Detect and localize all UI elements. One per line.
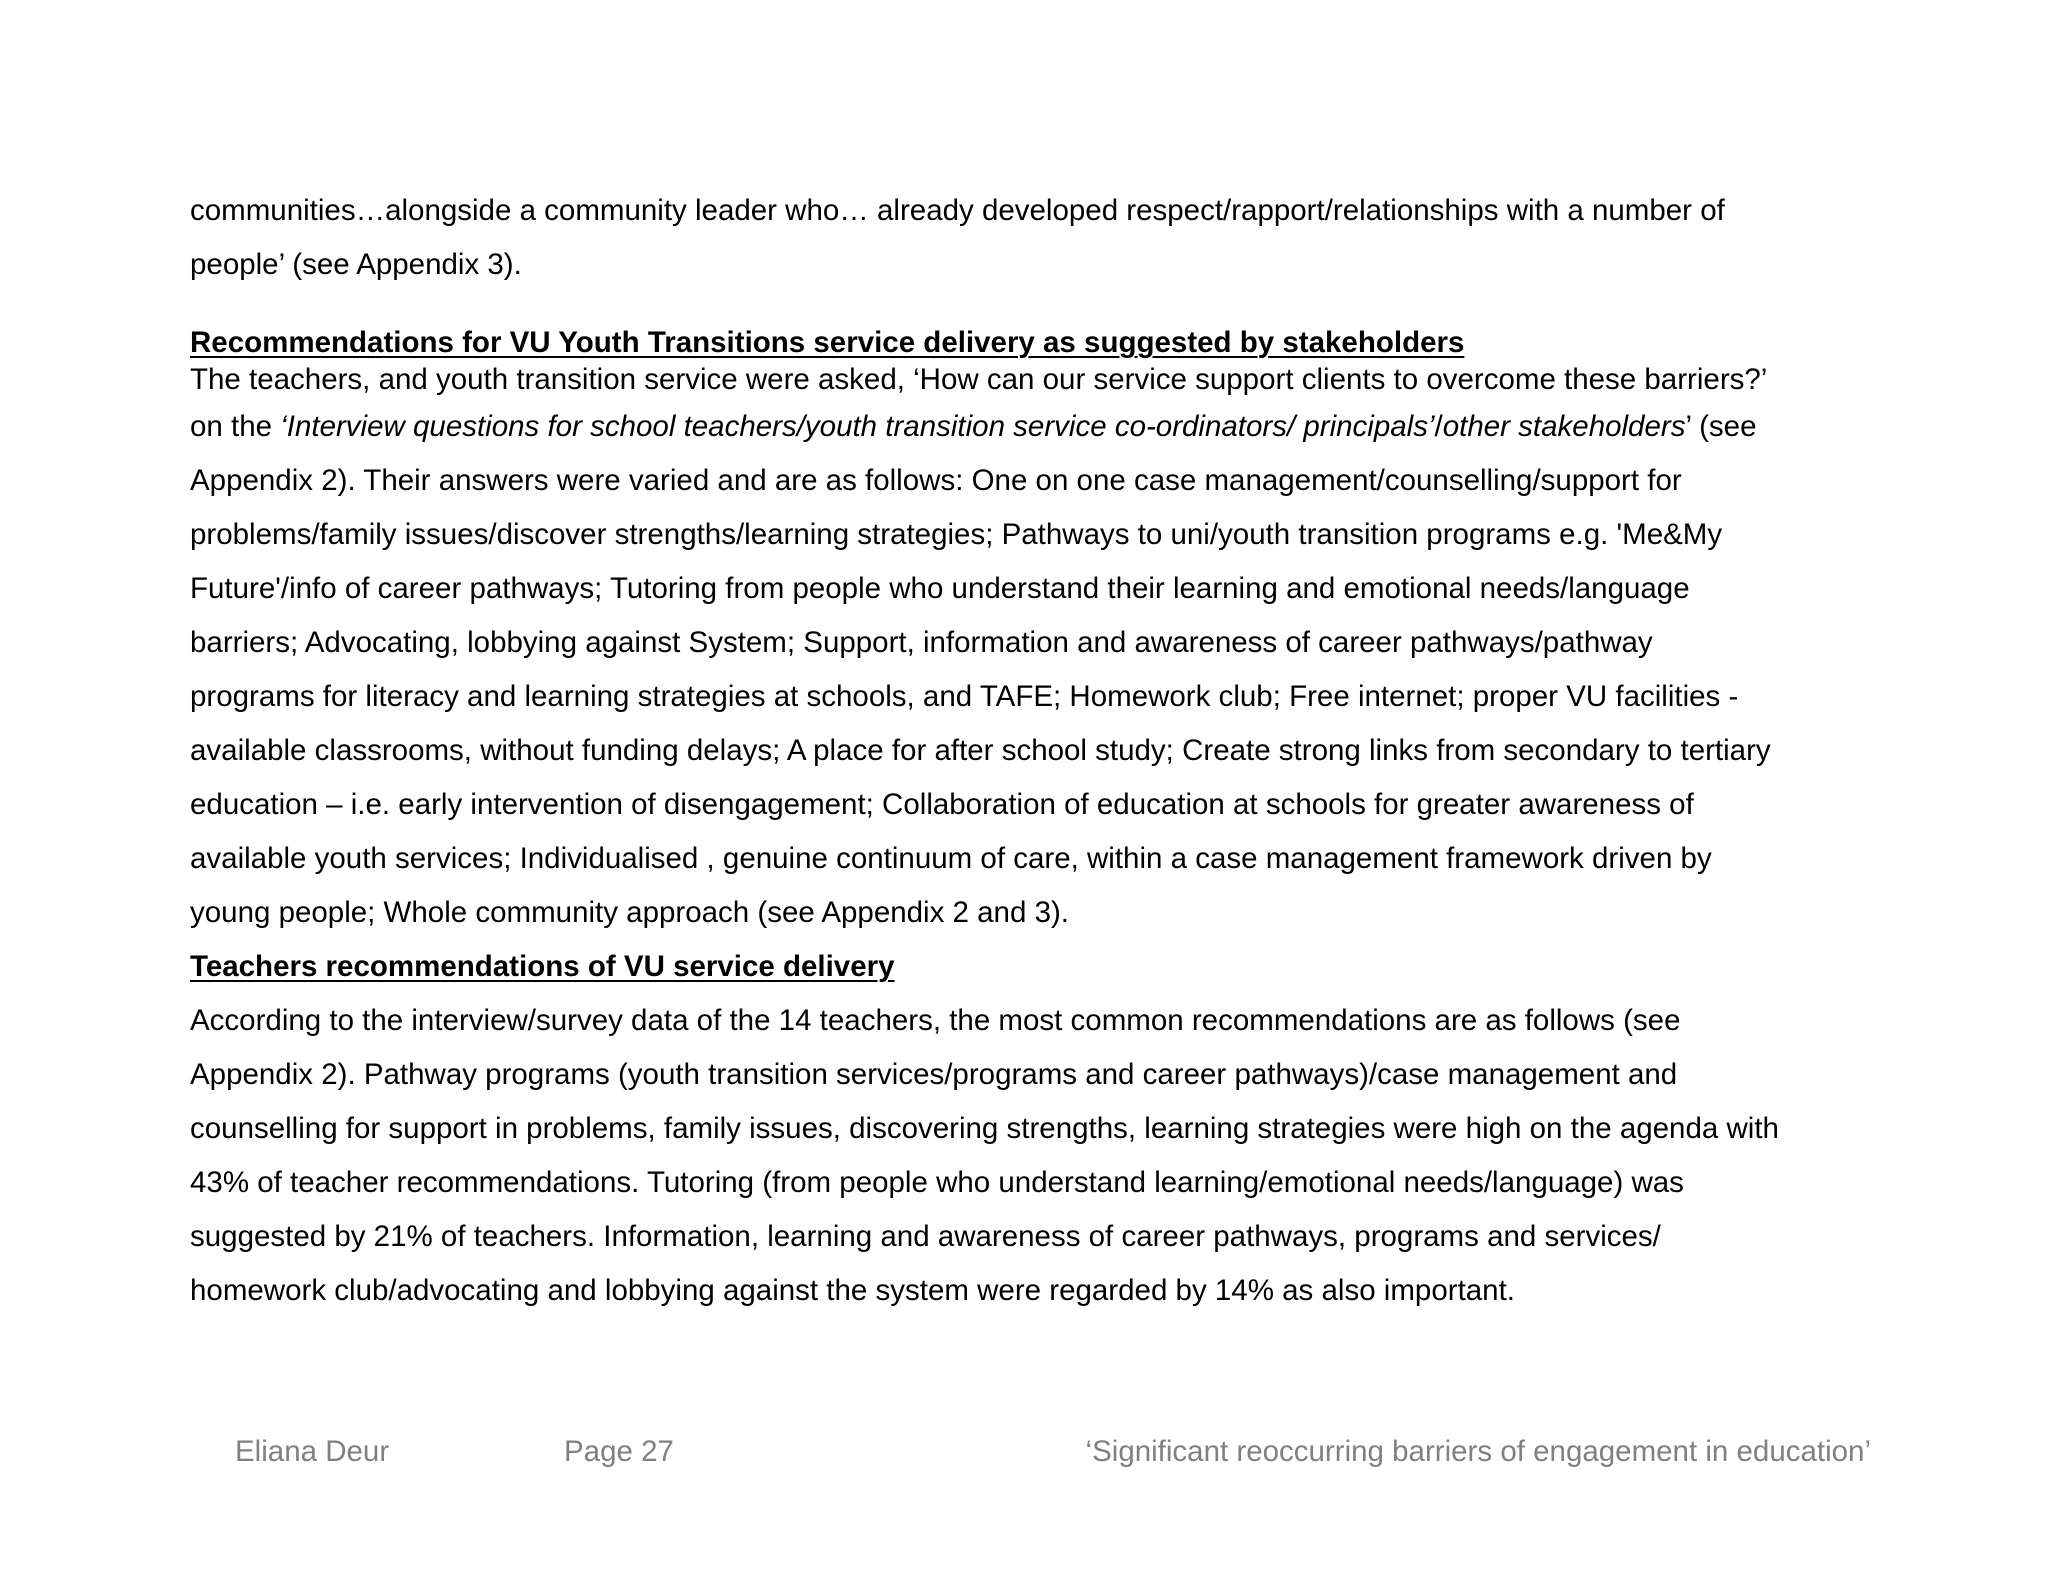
italic-title: ‘Interview questions for school teachers/youth transition service co-ordinators/ principals’ [280,410,1435,443]
paragraph-line: barriers; Advocating, lobbying against System; Support, information and awareness of career pathways/pathway [190,626,1653,659]
paragraph-line: available classrooms, without funding delays; A place for after school study; Create strong links from secondary to tertiary [190,734,1771,767]
paragraph-gap [190,292,1890,328]
text-run: ’ (see [1685,410,1757,443]
paragraph-line: education – i.e. early intervention of disengagement; Collaboration of education at schools for greater awareness of [190,788,1694,821]
paragraph-line: programs for literacy and learning strategies at schools, and TAFE; Homework club; Free internet; proper VU facilities - [190,680,1739,713]
paragraph-line: According to the interview/survey data of the 14 teachers, the most common recommendations are as follows (see [190,1004,1681,1037]
italic-title: other stakeholders [1442,410,1686,443]
body-text [190,184,1890,1318]
text-run: on the [190,410,281,443]
footer-author: Eliana Deur [235,1435,390,1468]
section-heading-stakeholder-recommendations: Recommendations for VU Youth Transitions service delivery as suggested by stakeholders [190,326,1465,359]
footer-document-title: ‘Significant reoccurring barriers of engagement in education’ [1085,1435,1871,1468]
paragraph-line: suggested by 21% of teachers. Information, learning and awareness of career pathways, programs and services/ [190,1220,1661,1253]
footer-page-number: Page 27 [564,1435,674,1468]
paragraph-line: Future'/info of career pathways; Tutoring from people who understand their learning and emotional needs/language [190,572,1690,605]
paragraph-line: Appendix 2). Pathway programs (youth transition services/programs and career pathways)/case management and [190,1058,1678,1091]
paragraph-line: The teachers, and youth transition service were asked, ‘How can our service support clients to overcome these barriers?’ [190,363,1768,396]
intro-line: communities…alongside a community leader who… already developed respect/rapport/relationships with a number of [190,194,1725,227]
paragraph-line: young people; Whole community approach (see Appendix 2 and 3). [190,896,1069,929]
page-footer [0,1432,2048,1472]
intro-line: people’ (see Appendix 3). [190,248,522,281]
paragraph-line: Appendix 2). Their answers were varied and are as follows: One on one case management/counselling/support for [190,464,1682,497]
paragraph-line: counselling for support in problems, family issues, discovering strengths, learning strategies were high on the agenda with [190,1112,1779,1145]
text-run: / [1434,410,1443,443]
paragraph-line: homework club/advocating and lobbying against the system were regarded by 14% as also important. [190,1274,1515,1307]
section-heading-teacher-recommendations: Teachers recommendations of VU service delivery [190,950,895,983]
paragraph-line: 43% of teacher recommendations. Tutoring (from people who understand learning/emotional needs/language) was [190,1166,1684,1199]
paragraph-line-mixed [190,400,1890,454]
paragraph-line: available youth services; Individualised , genuine continuum of care, within a case management framework driven by [190,842,1712,875]
paragraph-line: problems/family issues/discover strengths/learning strategies; Pathways to uni/youth transition programs e.g. 'Me&My [190,518,1723,551]
